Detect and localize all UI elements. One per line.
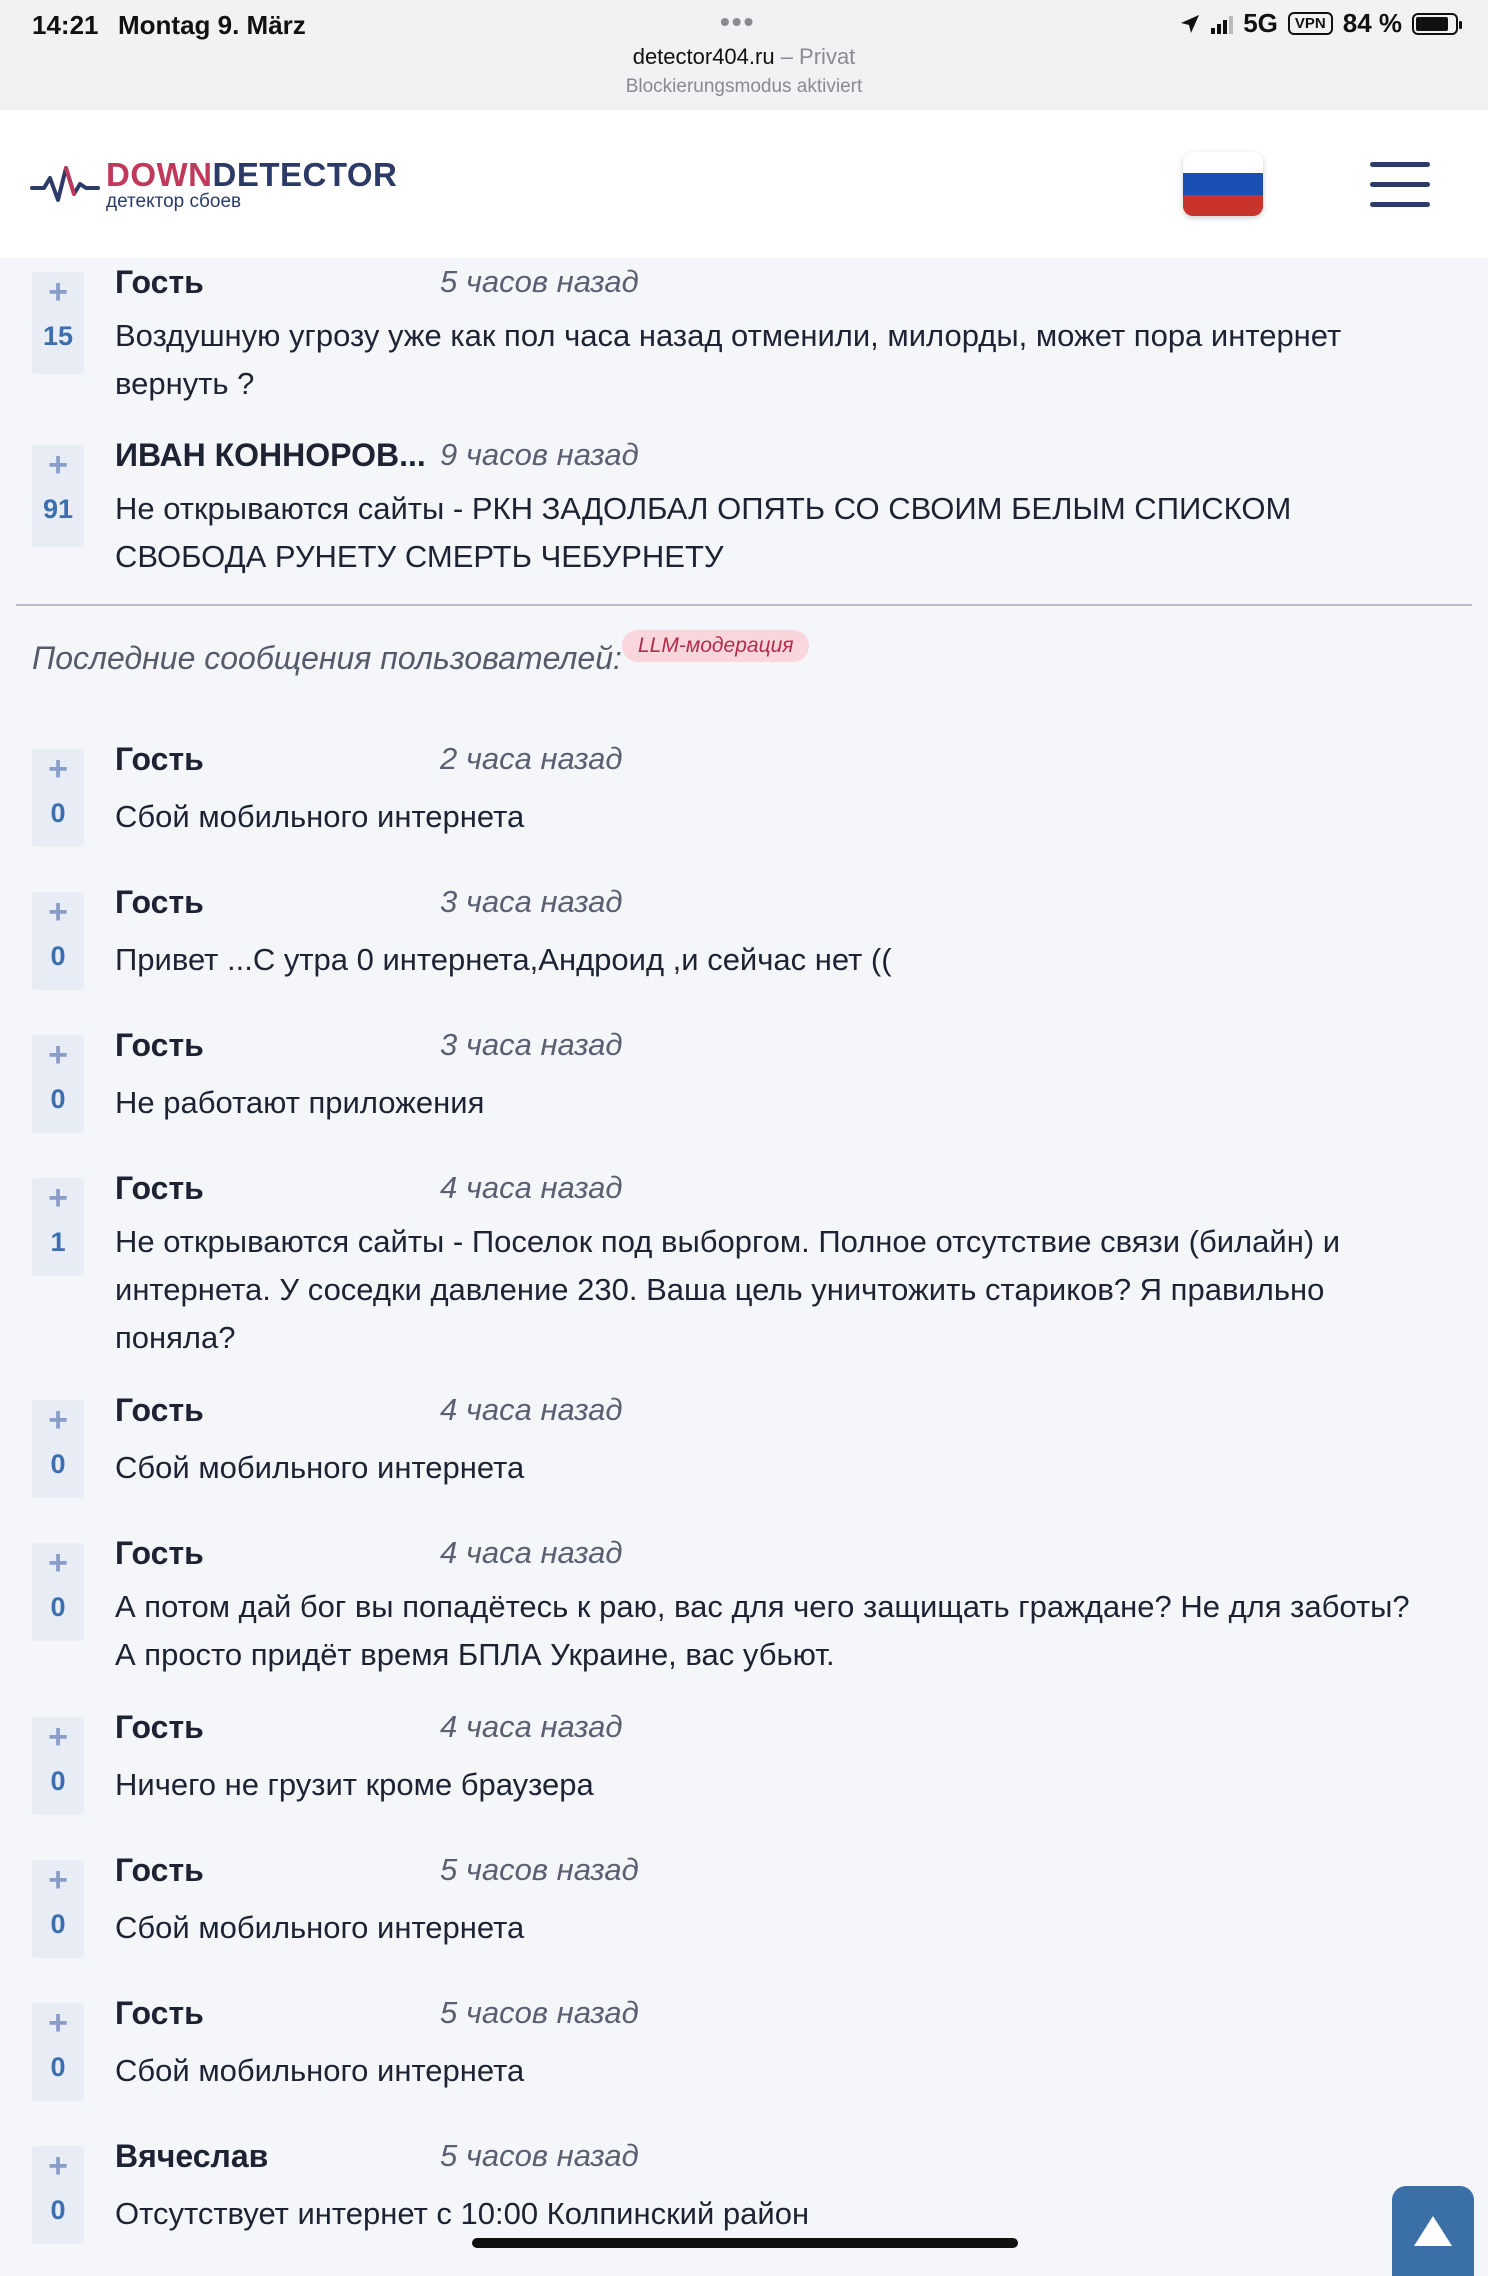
comment-author: Гость: [115, 1392, 204, 1428]
comment-author: Гость: [115, 741, 204, 777]
comment-author: Гость: [115, 884, 204, 920]
vote-count: 91: [42, 494, 74, 524]
flag-stripe-white: [1183, 152, 1263, 173]
comment-author: Гость: [115, 264, 204, 300]
logo-down: DOWN: [106, 156, 213, 193]
vote-box: [32, 1543, 84, 1641]
comment-text: Сбой мобильного интернета: [115, 799, 525, 834]
comment-author: Гость: [115, 1170, 204, 1206]
comment-text: Привет ...С утра 0 интернета,Андроид ,и сейчас нет ((: [115, 942, 892, 977]
comment-time: 9 часов назад: [440, 437, 639, 472]
vote-box: [32, 1860, 84, 1958]
status-indicators: [1179, 8, 1458, 39]
flag-stripe-red: [1183, 195, 1263, 216]
more-dots-icon[interactable]: •••: [720, 6, 756, 37]
comment-text: Не открываются сайты - РКН ЗАДОЛБАЛ ОПЯТЬ СО СВОИМ БЕЛЫМ СПИСКОМ СВОБОДА РУНЕТУ СМЕРТЬ ЧЕБУРНЕТУ: [115, 491, 1292, 574]
battery-icon: [1412, 13, 1458, 35]
comment-time: 5 часов назад: [440, 1995, 639, 2030]
comment-text: Сбой мобильного интернета: [115, 1910, 525, 1945]
logo-detector: DETECTOR: [212, 156, 398, 193]
vote-box: [32, 1400, 84, 1498]
vote-box: [32, 445, 84, 547]
comment-author: Гость: [115, 1709, 204, 1745]
comment-author: Гость: [115, 1535, 204, 1571]
comment-time: 5 часов назад: [440, 264, 639, 299]
logo-subtitle: детектор сбоев: [106, 191, 242, 212]
comment-author: Гость: [115, 1027, 204, 1063]
home-indicator[interactable]: [472, 2238, 1018, 2248]
address-bar[interactable]: [0, 44, 1488, 70]
upvote-icon[interactable]: +: [48, 1861, 68, 1899]
status-bar: [0, 0, 1488, 110]
comment-time: 5 часов назад: [440, 2138, 639, 2173]
url-text: detector404.ru: [632, 44, 775, 69]
latest-messages-title: Последние сообщения пользователей:: [32, 640, 622, 676]
section-divider: [16, 604, 1472, 606]
upvote-icon[interactable]: +: [48, 446, 68, 484]
vote-box: [32, 2146, 84, 2244]
downdetector-logo[interactable]: [30, 158, 397, 212]
upvote-icon[interactable]: +: [48, 273, 68, 311]
upvote-icon[interactable]: +: [48, 2004, 68, 2042]
comment-text: Воздушную угрозу уже как пол часа назад отменили, милорды, может пора интернет вернуть ?: [115, 318, 1342, 401]
upvote-icon[interactable]: +: [48, 1036, 68, 1074]
upvote-icon[interactable]: +: [48, 1718, 68, 1756]
country-flag-button[interactable]: [1183, 152, 1263, 216]
upvote-icon[interactable]: +: [48, 2147, 68, 2185]
comment-text: Ничего не грузит кроме браузера: [115, 1767, 594, 1802]
status-date: Montag 9. März: [118, 10, 306, 40]
battery-percent: 84 %: [1342, 8, 1402, 38]
comment-time: 4 часа назад: [440, 1709, 623, 1744]
comment-time: 2 часа назад: [440, 741, 623, 776]
vote-box: [32, 1035, 84, 1133]
vote-box: [32, 892, 84, 990]
comment-text: Сбой мобильного интернета: [115, 1450, 525, 1485]
vote-count: 15: [42, 321, 74, 351]
comment-time: 4 часа назад: [440, 1170, 623, 1205]
vote-count: 0: [50, 1592, 66, 1622]
vote-count: 0: [50, 1449, 66, 1479]
upvote-icon[interactable]: +: [48, 750, 68, 788]
vote-count: 0: [50, 1909, 66, 1939]
comment-text: Не работают приложения: [115, 1085, 485, 1120]
vote-box: [32, 272, 84, 374]
vote-count: 1: [50, 1227, 66, 1257]
upvote-icon[interactable]: +: [48, 893, 68, 931]
comment-text: Отсутствует интернет с 10:00 Колпинский район: [115, 2196, 810, 2231]
scroll-to-top-button[interactable]: [1392, 2186, 1474, 2276]
network-type: 5G: [1243, 8, 1278, 38]
status-time: 14:21: [32, 10, 99, 40]
flag-stripe-blue: [1183, 173, 1263, 194]
vote-box: [32, 749, 84, 847]
vote-box: [32, 1717, 84, 1815]
vote-box: [32, 2003, 84, 2101]
comment-time: 4 часа назад: [440, 1535, 623, 1570]
comment-author: ИВАН КОННОРОВ...: [115, 437, 426, 473]
pulse-wave-icon: [30, 160, 100, 210]
vote-count: 0: [50, 2195, 66, 2225]
vote-count: 0: [50, 941, 66, 971]
private-label: – Privat: [780, 44, 856, 69]
comment-text: А потом дай бог вы попадётесь к раю, вас для чего защищать граждане? Не для заботы? А просто придёт время БПЛА Украине, вас убьют.: [115, 1589, 1410, 1672]
menu-icon[interactable]: [1370, 162, 1430, 208]
comment-time: 3 часа назад: [440, 884, 623, 919]
vote-count: 0: [50, 798, 66, 828]
vpn-badge: VPN: [1288, 12, 1333, 35]
comment-author: Гость: [115, 1995, 204, 2031]
upvote-icon[interactable]: +: [48, 1401, 68, 1439]
comment-time: 4 часа назад: [440, 1392, 623, 1427]
comment-time: 5 часов назад: [440, 1852, 639, 1887]
location-arrow-icon: [1179, 13, 1201, 35]
vote-box: [32, 1178, 84, 1276]
upvote-icon[interactable]: +: [48, 1544, 68, 1582]
vote-count: 0: [50, 1084, 66, 1114]
comment-text: Сбой мобильного интернета: [115, 2053, 525, 2088]
upvote-icon[interactable]: +: [48, 1179, 68, 1217]
comment-author: Гость: [115, 1852, 204, 1888]
signal-icon: [1211, 14, 1233, 34]
vote-count: 0: [50, 1766, 66, 1796]
comment-text: Не открываются сайты - Поселок под выборгом. Полное отсутствие связи (билайн) и интернета. У соседки давление 230. Ваша цель уничтожить стариков? Я правильно поняла?: [115, 1224, 1341, 1355]
site-header: [0, 110, 1488, 258]
vote-count: 0: [50, 2052, 66, 2082]
llm-moderation-badge: LLM-модерация: [622, 630, 809, 662]
comment-time: 3 часа назад: [440, 1027, 623, 1062]
comment-author: Вячеслав: [115, 2138, 269, 2174]
blocking-mode-label: Blockierungsmodus aktiviert: [625, 76, 863, 97]
